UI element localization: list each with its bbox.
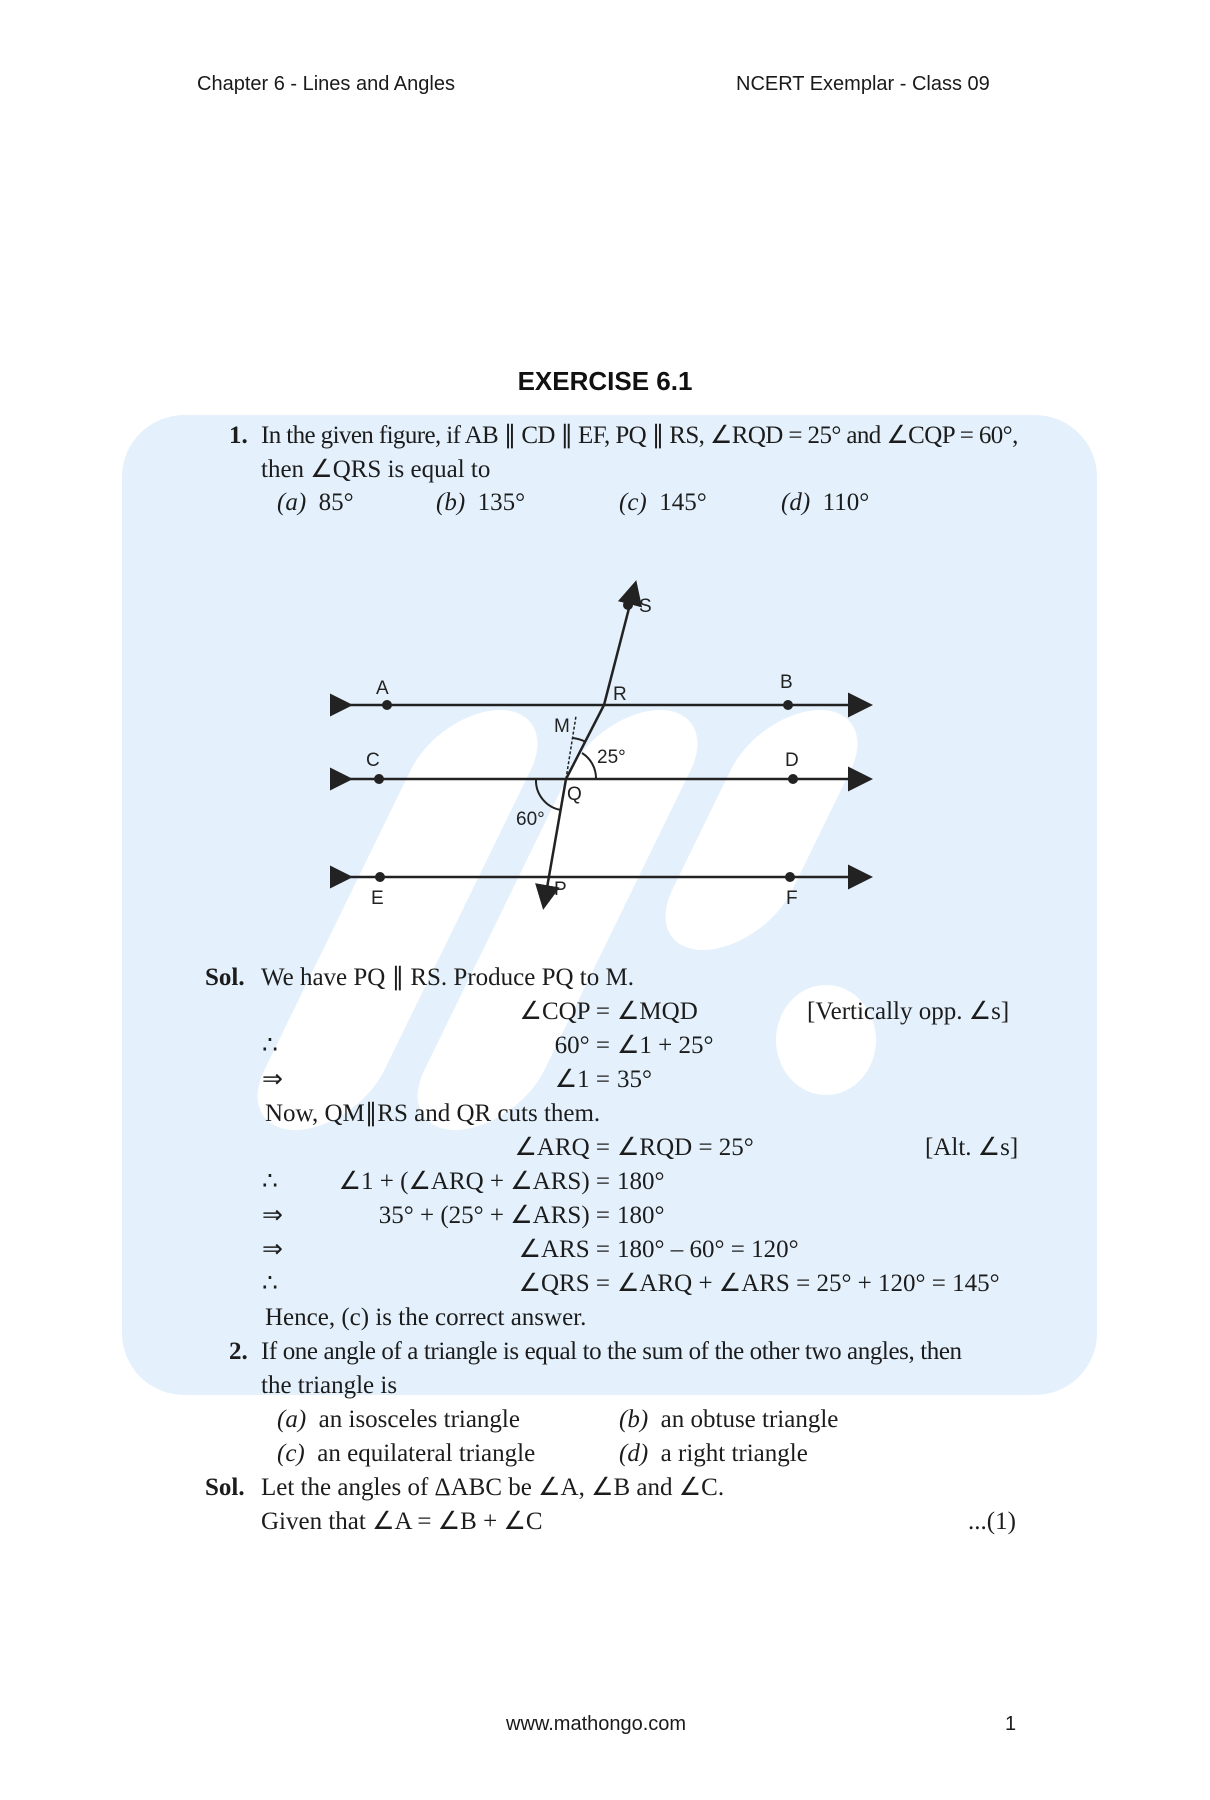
- q2-number: 2.: [229, 1338, 248, 1365]
- header-chapter: Chapter 6 - Lines and Angles: [197, 73, 455, 95]
- q2-option-a: (a) an isosceles triangle: [277, 1406, 520, 1433]
- q2-text-line1: If one angle of a triangle is equal to the sum of the other two angles, then: [261, 1338, 962, 1365]
- svg-text:A: A: [376, 678, 389, 699]
- svg-text:S: S: [639, 596, 652, 617]
- svg-text:R: R: [613, 684, 627, 705]
- sol1-conclusion: Hence, (c) is the correct answer.: [265, 1304, 587, 1331]
- q1-number: 1.: [229, 422, 248, 449]
- q1-figure: [330, 560, 890, 920]
- sol1-now: Now, QM∥RS and QR cuts them.: [265, 1100, 601, 1127]
- sol1-step1-reason: [Vertically opp. ∠s]: [807, 998, 1010, 1025]
- header-book: NCERT Exemplar - Class 09: [736, 73, 990, 95]
- q2-option-c: (c) an equilateral triangle: [277, 1440, 536, 1467]
- svg-text:60°: 60°: [516, 809, 545, 830]
- svg-text:P: P: [554, 879, 567, 900]
- q2-option-b: (b) an obtuse triangle: [619, 1406, 839, 1433]
- q1-text-line1: In the given figure, if AB ∥ CD ∥ EF, PQ ∥ RS, ∠RQD = 25° and ∠CQP = 60°,: [261, 422, 1018, 449]
- exercise-title: EXERCISE 6.1: [517, 366, 693, 396]
- q2-option-d: (d) a right triangle: [619, 1440, 808, 1467]
- svg-text:E: E: [371, 888, 384, 909]
- svg-text:F: F: [786, 888, 798, 909]
- q1-option-c: (c) 145°: [619, 489, 707, 516]
- sol2-line2: Given that ∠A = ∠B + ∠C: [261, 1508, 543, 1535]
- svg-text:M: M: [554, 716, 570, 737]
- q2-text-line2: the triangle is: [261, 1372, 398, 1399]
- sol2-label: Sol.: [205, 1474, 245, 1501]
- footer-page-number: 1: [1005, 1713, 1017, 1735]
- svg-text:B: B: [780, 672, 793, 693]
- sol2-line1: Let the angles of ΔABC be ∠A, ∠B and ∠C.: [261, 1474, 725, 1501]
- sol2-eq-ref: ...(1): [968, 1508, 1016, 1535]
- sol1-intro: We have PQ ∥ RS. Produce PQ to M.: [261, 964, 634, 991]
- svg-text:D: D: [785, 750, 799, 771]
- svg-text:C: C: [366, 750, 380, 771]
- q1-option-d: (d) 110°: [781, 489, 870, 516]
- svg-text:25°: 25°: [597, 747, 626, 768]
- footer-site: www.mathongo.com: [506, 1713, 687, 1735]
- svg-text:Q: Q: [567, 784, 582, 805]
- q1-option-a: (a) 85°: [277, 489, 354, 516]
- q1-option-b: (b) 135°: [436, 489, 526, 516]
- sol1-step1-lhs: ∠CQP =: [519, 998, 610, 1025]
- q1-text-line2: then ∠QRS is equal to: [261, 456, 491, 483]
- sol1-label: Sol.: [205, 964, 245, 991]
